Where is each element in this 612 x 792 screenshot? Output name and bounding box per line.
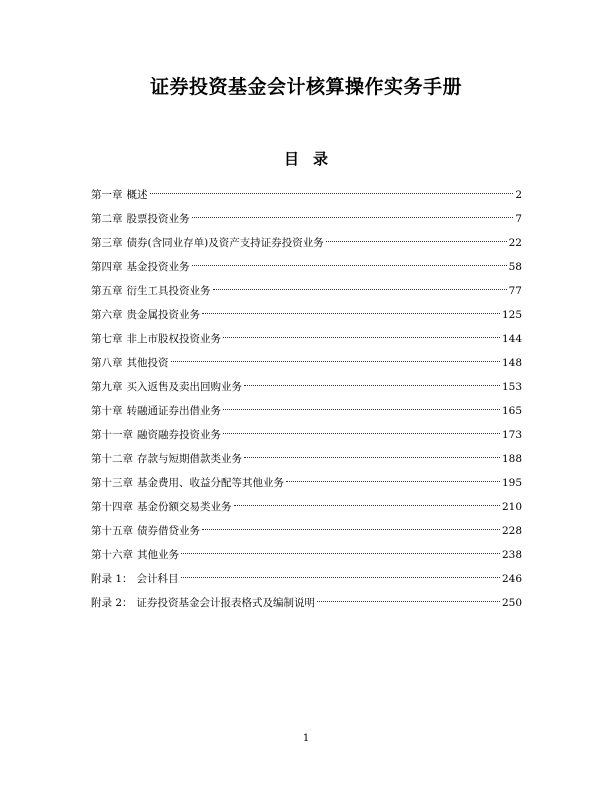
toc-entry-label	[91, 423, 221, 447]
toc-page-number: 173	[501, 429, 522, 441]
toc-chapter-number: 第一章	[91, 189, 123, 201]
toc-page-number: 148	[501, 357, 522, 369]
toc-entry[interactable]	[91, 303, 522, 327]
toc-entry[interactable]	[91, 495, 522, 519]
toc-entry[interactable]	[91, 591, 522, 615]
toc-page-number: 7	[515, 213, 522, 225]
toc-entry-label	[91, 183, 148, 207]
toc-entry-label	[91, 495, 232, 519]
toc-chapter-number: 第五章	[91, 285, 123, 297]
toc-leader-dots	[244, 385, 500, 386]
toc-entry-label	[91, 207, 190, 231]
toc-entry[interactable]	[91, 471, 522, 495]
toc-chapter-number: 第十二章	[91, 453, 133, 465]
toc-chapter-title: 融资融券投资业务	[137, 429, 221, 441]
toc-chapter-title: 其他业务	[137, 549, 179, 561]
toc-chapter-number: 第三章	[91, 237, 123, 249]
toc-page-number: 195	[501, 477, 522, 489]
toc-leader-dots	[181, 553, 500, 554]
toc-entry[interactable]	[91, 423, 522, 447]
toc-page-number: 246	[501, 573, 522, 585]
toc-entry-label	[91, 567, 179, 591]
toc-leader-dots	[244, 457, 500, 458]
toc-page-number: 2	[515, 189, 522, 201]
toc-chapter-number: 第七章	[91, 333, 123, 345]
toc-leader-dots	[223, 433, 500, 434]
toc-page-number: 153	[501, 381, 522, 393]
toc-chapter-title: 转融通证券出借业务	[126, 405, 221, 417]
toc-entry-label	[91, 231, 324, 255]
toc-chapter-number: 第八章	[91, 357, 123, 369]
toc-page-number: 228	[501, 525, 522, 537]
toc-page-number: 188	[501, 453, 522, 465]
toc-leader-dots	[150, 193, 514, 194]
toc-entry[interactable]	[91, 567, 522, 591]
toc-appendix-title: 会计科目	[136, 573, 179, 585]
toc-chapter-number: 第十章	[91, 405, 123, 417]
toc-chapter-title: 基金份额交易类业务	[137, 501, 232, 513]
toc-leader-dots	[192, 217, 514, 218]
toc-chapter-number: 第十四章	[91, 501, 133, 513]
toc-leader-dots	[234, 505, 500, 506]
toc-entry[interactable]	[91, 351, 522, 375]
toc-entry[interactable]	[91, 543, 522, 567]
toc-entry[interactable]	[91, 327, 522, 351]
toc-page-number: 22	[508, 237, 522, 249]
toc-chapter-title: 其他投资	[126, 357, 169, 369]
toc-leader-dots	[286, 481, 500, 482]
toc-entry-label	[91, 375, 242, 399]
toc-leader-dots	[326, 241, 507, 242]
toc-chapter-title: 债券借贷业务	[137, 525, 200, 537]
toc-chapter-title: 概述	[126, 189, 148, 201]
toc-page-number: 58	[508, 261, 522, 273]
toc-entry-label	[91, 327, 221, 351]
toc-entry[interactable]	[91, 399, 522, 423]
toc-leader-dots	[171, 361, 500, 362]
toc-leader-dots	[213, 289, 507, 290]
toc-entry[interactable]	[91, 183, 522, 207]
toc-chapter-number: 第十六章	[91, 549, 133, 561]
toc-entry[interactable]	[91, 375, 522, 399]
toc-entry[interactable]	[91, 519, 522, 543]
toc-chapter-number: 第二章	[91, 213, 123, 225]
toc-leader-dots	[317, 601, 500, 602]
toc-heading: 目录	[283, 150, 342, 168]
toc-leader-dots	[223, 409, 500, 410]
toc-entry-label	[91, 255, 190, 279]
toc-entry[interactable]	[91, 231, 522, 255]
toc-chapter-title: 买入返售及卖出回购业务	[126, 381, 242, 393]
toc-chapter-title: 基金费用、收益分配等其他业务	[137, 477, 284, 489]
toc-entry-label	[91, 279, 211, 303]
table-of-contents	[91, 183, 522, 615]
toc-entry[interactable]	[91, 447, 522, 471]
toc-entry-label	[91, 543, 179, 567]
toc-entry-label	[91, 471, 284, 495]
toc-chapter-title: 非上市股权投资业务	[126, 333, 221, 345]
toc-page-number: 77	[508, 285, 522, 297]
toc-page-number: 238	[501, 549, 522, 561]
toc-chapter-title: 股票投资业务	[126, 213, 190, 225]
toc-chapter-title: 存款与短期借款类业务	[137, 453, 242, 465]
page-footer-number: 1	[302, 733, 310, 744]
page-title: 证券投资基金会计核算操作实务手册	[149, 76, 462, 98]
toc-appendix-number: 附录 2：	[91, 597, 133, 609]
toc-leader-dots	[192, 265, 507, 266]
toc-page-number: 210	[501, 501, 522, 513]
toc-chapter-number: 第十三章	[91, 477, 133, 489]
toc-page-number: 125	[501, 309, 522, 321]
toc-chapter-number: 第四章	[91, 261, 123, 273]
toc-leader-dots	[202, 529, 500, 530]
toc-page-number: 250	[501, 597, 522, 609]
toc-entry-label	[91, 303, 200, 327]
toc-entry-label	[91, 591, 315, 615]
toc-chapter-title: 基金投资业务	[126, 261, 190, 273]
toc-entry-label	[91, 519, 200, 543]
toc-chapter-title: 贵金属投资业务	[126, 309, 200, 321]
toc-chapter-title: 债券(含同业存单)及资产支持证券投资业务	[126, 237, 324, 249]
toc-appendix-title: 证券投资基金会计报表格式及编制说明	[136, 597, 316, 609]
toc-appendix-number: 附录 1：	[91, 573, 133, 585]
toc-entry[interactable]	[91, 255, 522, 279]
toc-leader-dots	[223, 337, 500, 338]
toc-entry-label	[91, 399, 221, 423]
toc-page-number: 165	[501, 405, 522, 417]
toc-chapter-number: 第十五章	[91, 525, 133, 537]
toc-chapter-number: 第六章	[91, 309, 123, 321]
toc-chapter-number: 第九章	[91, 381, 123, 393]
toc-chapter-title: 衍生工具投资业务	[126, 285, 211, 297]
toc-entry-label	[91, 351, 169, 375]
toc-entry-label	[91, 447, 242, 471]
toc-entry[interactable]	[91, 207, 522, 231]
toc-leader-dots	[181, 577, 500, 578]
toc-chapter-number: 第十一章	[91, 429, 133, 441]
toc-entry[interactable]	[91, 279, 522, 303]
toc-page-number: 144	[501, 333, 522, 345]
toc-leader-dots	[202, 313, 500, 314]
